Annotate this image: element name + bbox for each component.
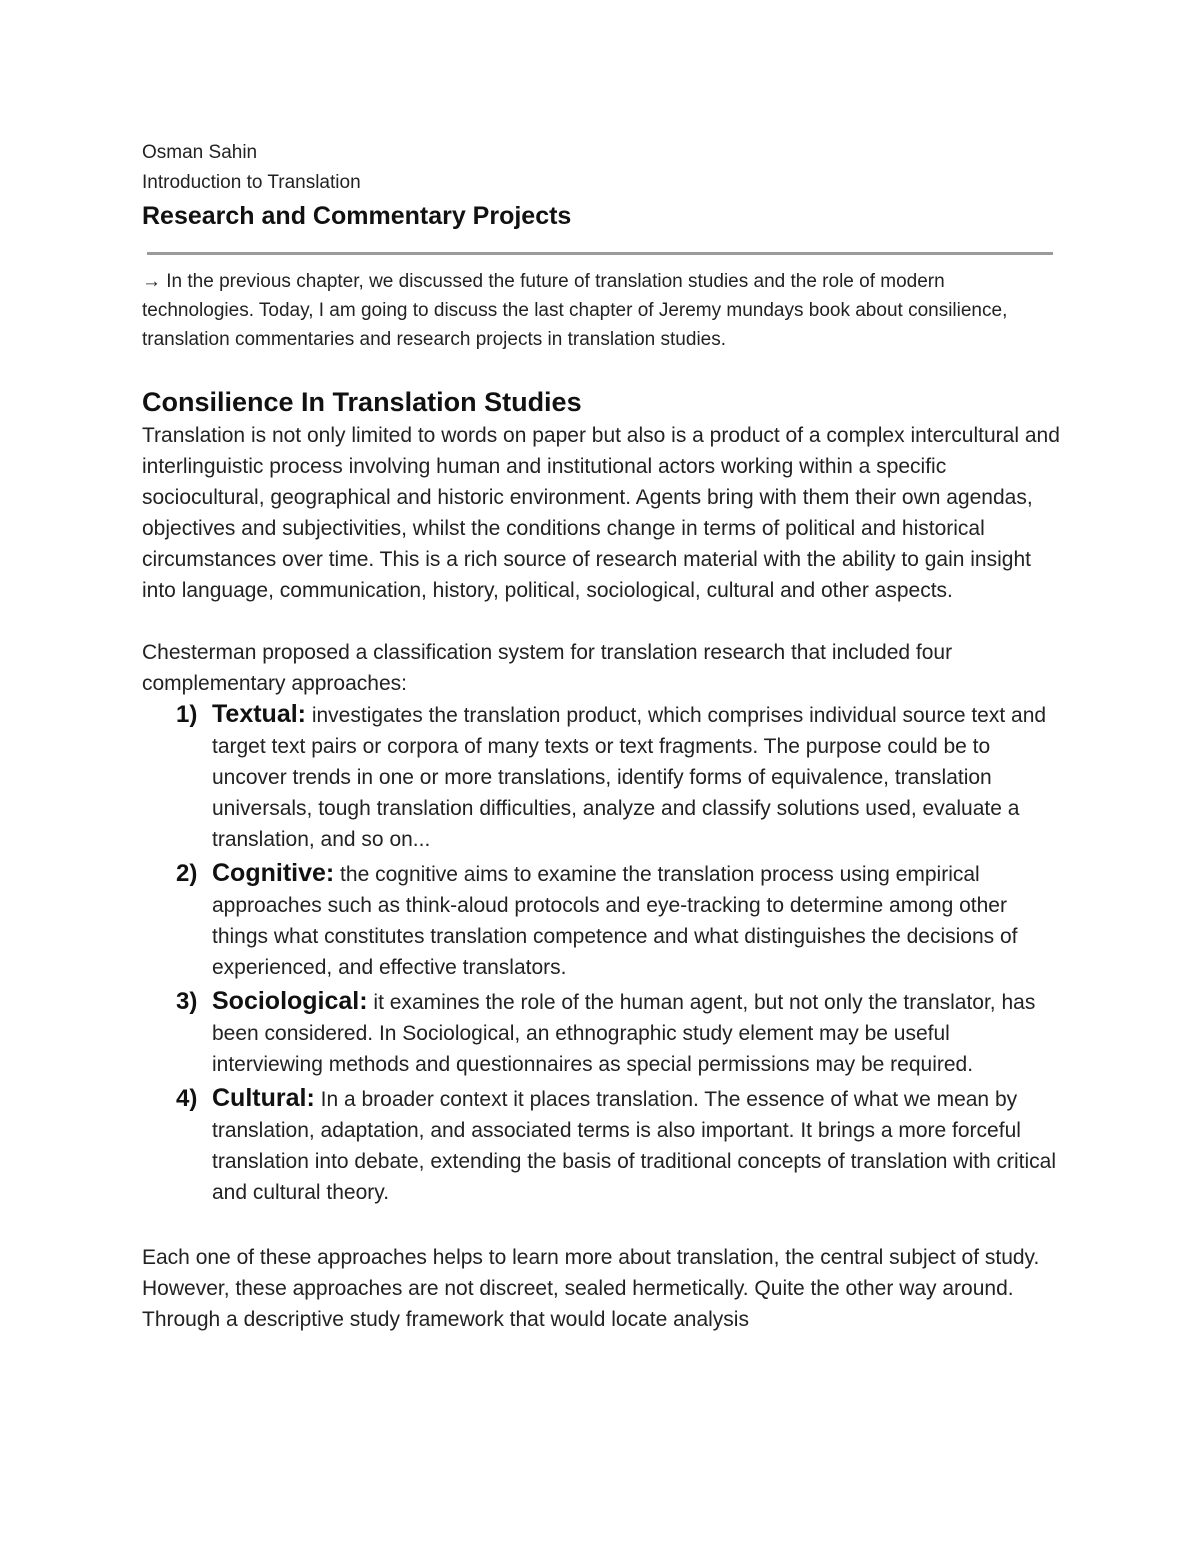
list-item-sociological [142, 986, 1062, 1080]
intro-paragraph: → In the previous chapter, we discussed the future of translation studies and the role of modern technologies. Today, I am going to discuss the last chapter of Jeremy mundays book about consilience, translation commentaries and research projects in translation studies. [142, 271, 1008, 350]
paragraph-spacer [142, 606, 1062, 637]
list-number: 4) [176, 1085, 198, 1112]
approach-description: it examines the role of the human agent, but not only the translator, has been considered. In Sociological, an ethnographic study element may be useful interviewing methods and questionnaires as special permissions may be required. [212, 991, 1036, 1076]
list-item-textual [142, 699, 1062, 855]
list-number: 2) [176, 860, 198, 887]
list-item-cognitive [142, 858, 1062, 983]
section-paragraph-2: Chesterman proposed a classification system for translation research that included four complementary approaches: [142, 641, 953, 695]
approach-term: Textual: [212, 700, 306, 728]
list-number: 3) [176, 988, 198, 1015]
section-paragraph-3: Each one of these approaches helps to learn more about translation, the central subject of study. However, these approaches are not discreet, sealed hermetically. Quite the other way around. Through a descriptive study framework that would locate analysis [142, 1246, 1040, 1331]
approach-description: the cognitive aims to examine the translation process using empirical approaches such as think-aloud protocols and eye-tracking to determine among other things what constitutes translation competence and what distinguishes the decisions of experienced, and effective translators. [212, 863, 1018, 979]
paragraph-spacer [142, 1211, 1062, 1242]
approach-term: Sociological: [212, 987, 368, 1015]
approach-description: investigates the translation product, which comprises individual source text and target text pairs or corpora of many texts or text fragments. The purpose could be to uncover trends in one or more translations, identify forms of equivalence, translation universals, tough translation difficulties, analyze and classify solutions used, evaluate a translation, and so on... [212, 704, 1047, 851]
list-item-cultural [142, 1083, 1062, 1208]
approach-term: Cognitive: [212, 859, 335, 887]
author-name: Osman Sahin [142, 142, 258, 163]
approaches-list [142, 699, 1062, 1208]
section-paragraph-1: Translation is not only limited to words on paper but also is a product of a complex intercultural and interlinguistic process involving human and institutional actors working within a specific sociocultural, geographical and historic environment. Agents bring with them their own agendas, objectives and subjectivities, whilst the conditions change in terms of political and historical circumstances over time. This is a rich source of research material with the ability to gain insight into language, communication, history, political, sociological, cultural and other aspects. [142, 424, 1060, 602]
document-page [142, 138, 1062, 1335]
section-heading: Consilience In Translation Studies [142, 387, 582, 417]
list-number: 1) [176, 701, 198, 728]
approach-description: In a broader context it places translation. The essence of what we mean by translation, adaptation, and associated terms is also important. It brings a more forceful translation into debate, extending the basis of traditional concepts of translation with critical and cultural theory. [212, 1088, 1056, 1204]
document-title: Research and Commentary Projects [142, 202, 572, 230]
approach-term: Cultural: [212, 1084, 315, 1112]
course-name: Introduction to Translation [142, 172, 361, 193]
horizontal-divider [147, 252, 1053, 255]
